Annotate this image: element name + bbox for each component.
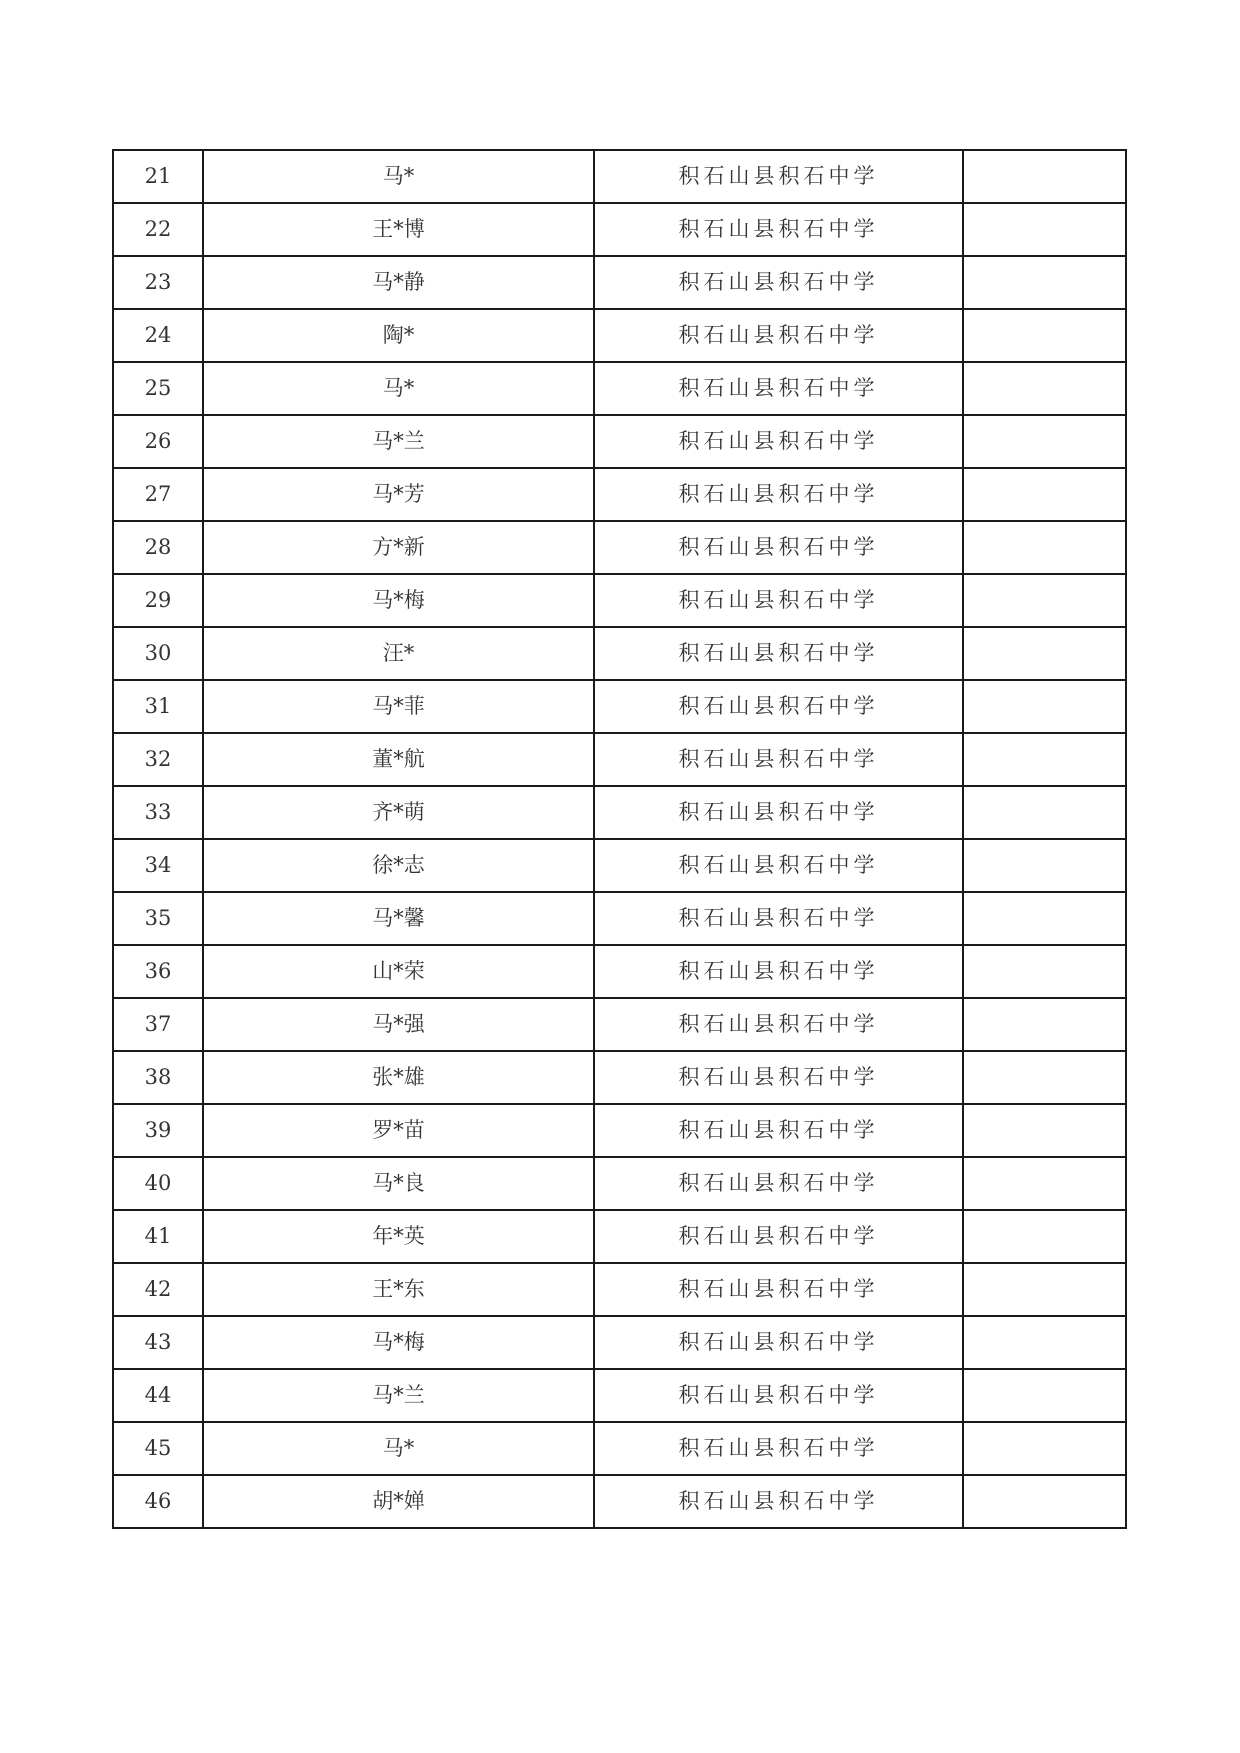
row-number-cell: 46 xyxy=(113,1475,203,1528)
remark-cell xyxy=(963,150,1126,203)
table-row xyxy=(113,1263,1126,1316)
remark-cell xyxy=(963,1475,1126,1528)
remark-cell xyxy=(963,1051,1126,1104)
school-name-cell: 积石山县积石中学 xyxy=(594,998,963,1051)
school-name-cell: 积石山县积石中学 xyxy=(594,1210,963,1263)
table-row xyxy=(113,521,1126,574)
school-name-cell: 积石山县积石中学 xyxy=(594,945,963,998)
school-name-cell: 积石山县积石中学 xyxy=(594,839,963,892)
student-name-cell: 马* xyxy=(203,1422,594,1475)
school-name-cell: 积石山县积石中学 xyxy=(594,1369,963,1422)
school-name-cell: 积石山县积石中学 xyxy=(594,680,963,733)
student-name-cell: 罗*苗 xyxy=(203,1104,594,1157)
school-name-cell: 积石山县积石中学 xyxy=(594,786,963,839)
table-row xyxy=(113,1316,1126,1369)
row-number-cell: 29 xyxy=(113,574,203,627)
row-number-cell: 44 xyxy=(113,1369,203,1422)
remark-cell xyxy=(963,203,1126,256)
school-name-cell: 积石山县积石中学 xyxy=(594,468,963,521)
row-number-cell: 36 xyxy=(113,945,203,998)
row-number-cell: 31 xyxy=(113,680,203,733)
student-name-cell: 马*兰 xyxy=(203,415,594,468)
row-number-cell: 30 xyxy=(113,627,203,680)
school-name-cell: 积石山县积石中学 xyxy=(594,150,963,203)
school-name-cell: 积石山县积石中学 xyxy=(594,309,963,362)
remark-cell xyxy=(963,521,1126,574)
student-name-cell: 马* xyxy=(203,362,594,415)
row-number-cell: 38 xyxy=(113,1051,203,1104)
remark-cell xyxy=(963,1104,1126,1157)
student-roster-table xyxy=(112,149,1127,1529)
student-name-cell: 汪* xyxy=(203,627,594,680)
row-number-cell: 40 xyxy=(113,1157,203,1210)
row-number-cell: 23 xyxy=(113,256,203,309)
remark-cell xyxy=(963,945,1126,998)
table-row xyxy=(113,1210,1126,1263)
student-name-cell: 胡*婵 xyxy=(203,1475,594,1528)
school-name-cell: 积石山县积石中学 xyxy=(594,521,963,574)
row-number-cell: 37 xyxy=(113,998,203,1051)
student-name-cell: 山*荣 xyxy=(203,945,594,998)
remark-cell xyxy=(963,415,1126,468)
student-name-cell: 方*新 xyxy=(203,521,594,574)
table-row xyxy=(113,468,1126,521)
remark-cell xyxy=(963,998,1126,1051)
table-row xyxy=(113,1422,1126,1475)
table-row xyxy=(113,998,1126,1051)
row-number-cell: 39 xyxy=(113,1104,203,1157)
student-name-cell: 王*东 xyxy=(203,1263,594,1316)
student-name-cell: 马*梅 xyxy=(203,1316,594,1369)
remark-cell xyxy=(963,1422,1126,1475)
row-number-cell: 28 xyxy=(113,521,203,574)
student-name-cell: 马*兰 xyxy=(203,1369,594,1422)
table-row xyxy=(113,1475,1126,1528)
school-name-cell: 积石山县积石中学 xyxy=(594,733,963,786)
school-name-cell: 积石山县积石中学 xyxy=(594,1263,963,1316)
student-name-cell: 齐*萌 xyxy=(203,786,594,839)
table-row xyxy=(113,415,1126,468)
school-name-cell: 积石山县积石中学 xyxy=(594,1422,963,1475)
table-row xyxy=(113,945,1126,998)
table-row xyxy=(113,839,1126,892)
table-row xyxy=(113,1104,1126,1157)
table-row xyxy=(113,203,1126,256)
student-name-cell: 陶* xyxy=(203,309,594,362)
remark-cell xyxy=(963,786,1126,839)
student-name-cell: 张*雄 xyxy=(203,1051,594,1104)
school-name-cell: 积石山县积石中学 xyxy=(594,362,963,415)
student-name-cell: 马*强 xyxy=(203,998,594,1051)
remark-cell xyxy=(963,362,1126,415)
student-name-cell: 马*菲 xyxy=(203,680,594,733)
remark-cell xyxy=(963,574,1126,627)
table-row xyxy=(113,309,1126,362)
student-name-cell: 马*静 xyxy=(203,256,594,309)
student-name-cell: 马*馨 xyxy=(203,892,594,945)
student-name-cell: 马* xyxy=(203,150,594,203)
row-number-cell: 27 xyxy=(113,468,203,521)
school-name-cell: 积石山县积石中学 xyxy=(594,203,963,256)
student-name-cell: 马*梅 xyxy=(203,574,594,627)
remark-cell xyxy=(963,1316,1126,1369)
remark-cell xyxy=(963,892,1126,945)
table-row xyxy=(113,733,1126,786)
student-name-cell: 马*芳 xyxy=(203,468,594,521)
student-name-cell: 马*良 xyxy=(203,1157,594,1210)
row-number-cell: 33 xyxy=(113,786,203,839)
table-row xyxy=(113,256,1126,309)
school-name-cell: 积石山县积石中学 xyxy=(594,256,963,309)
remark-cell xyxy=(963,733,1126,786)
table-row xyxy=(113,1051,1126,1104)
row-number-cell: 26 xyxy=(113,415,203,468)
remark-cell xyxy=(963,309,1126,362)
row-number-cell: 25 xyxy=(113,362,203,415)
row-number-cell: 24 xyxy=(113,309,203,362)
table-row xyxy=(113,362,1126,415)
remark-cell xyxy=(963,1263,1126,1316)
row-number-cell: 42 xyxy=(113,1263,203,1316)
row-number-cell: 41 xyxy=(113,1210,203,1263)
remark-cell xyxy=(963,680,1126,733)
remark-cell xyxy=(963,468,1126,521)
table-row xyxy=(113,574,1126,627)
remark-cell xyxy=(963,627,1126,680)
row-number-cell: 43 xyxy=(113,1316,203,1369)
table-row xyxy=(113,627,1126,680)
row-number-cell: 32 xyxy=(113,733,203,786)
school-name-cell: 积石山县积石中学 xyxy=(594,892,963,945)
row-number-cell: 34 xyxy=(113,839,203,892)
school-name-cell: 积石山县积石中学 xyxy=(594,1051,963,1104)
student-name-cell: 董*航 xyxy=(203,733,594,786)
school-name-cell: 积石山县积石中学 xyxy=(594,627,963,680)
remark-cell xyxy=(963,256,1126,309)
school-name-cell: 积石山县积石中学 xyxy=(594,574,963,627)
remark-cell xyxy=(963,1157,1126,1210)
row-number-cell: 45 xyxy=(113,1422,203,1475)
row-number-cell: 21 xyxy=(113,150,203,203)
row-number-cell: 35 xyxy=(113,892,203,945)
table-row xyxy=(113,680,1126,733)
school-name-cell: 积石山县积石中学 xyxy=(594,1475,963,1528)
student-name-cell: 王*博 xyxy=(203,203,594,256)
student-name-cell: 年*英 xyxy=(203,1210,594,1263)
roster-table-body xyxy=(113,150,1126,1528)
school-name-cell: 积石山县积石中学 xyxy=(594,1157,963,1210)
table-row xyxy=(113,1157,1126,1210)
table-row xyxy=(113,892,1126,945)
student-name-cell: 徐*志 xyxy=(203,839,594,892)
table-row xyxy=(113,786,1126,839)
row-number-cell: 22 xyxy=(113,203,203,256)
school-name-cell: 积石山县积石中学 xyxy=(594,1104,963,1157)
school-name-cell: 积石山县积石中学 xyxy=(594,1316,963,1369)
remark-cell xyxy=(963,1369,1126,1422)
remark-cell xyxy=(963,1210,1126,1263)
school-name-cell: 积石山县积石中学 xyxy=(594,415,963,468)
remark-cell xyxy=(963,839,1126,892)
table-row xyxy=(113,1369,1126,1422)
table-row xyxy=(113,150,1126,203)
